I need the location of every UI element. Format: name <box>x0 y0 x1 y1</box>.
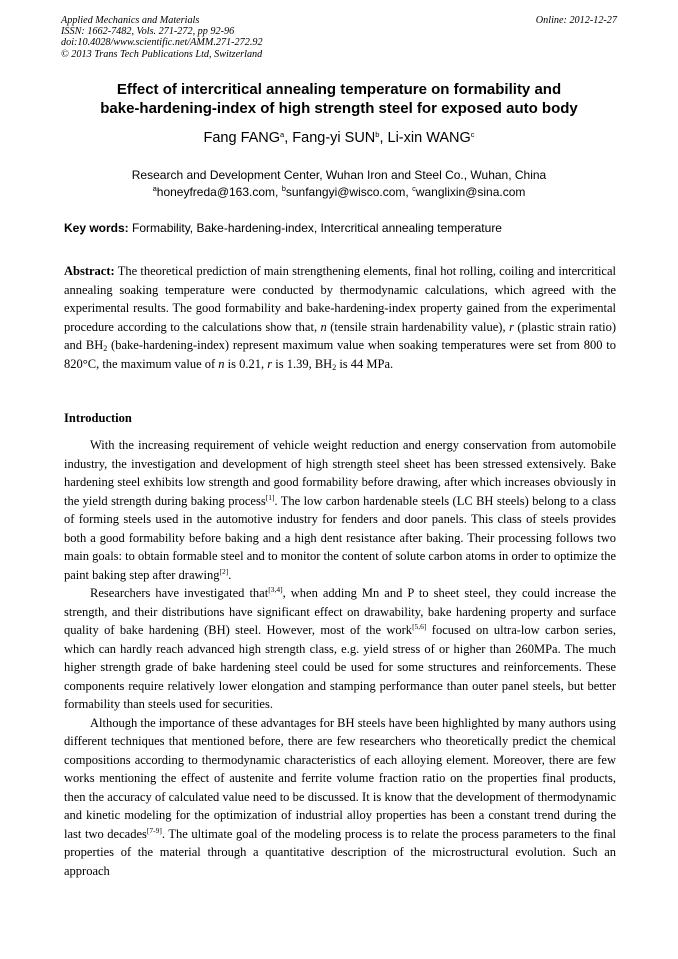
email-address: sunfangyi@wisco.com, <box>285 185 413 199</box>
paragraph <box>64 714 616 881</box>
running-header <box>61 15 617 60</box>
subscript: 2 <box>332 362 337 372</box>
author-affil-mark: c <box>470 130 475 139</box>
paragraph-text: . The low carbon hardenable steels (LC BH steels) belong to a class of forming steels used in the automotive industry for fenders and door panels. This class of steels provides both a good formability before baking and a high dent resistance after baking. Their processing follows two main goals: to obtain formable steel and to monitor the content of solute carbon atoms in order to optimize the paint baking step after drawing <box>64 493 616 582</box>
citation: [3,4] <box>268 585 283 594</box>
symbol-r: r <box>267 356 273 371</box>
introduction-body <box>64 436 616 880</box>
paragraph <box>64 436 616 584</box>
abstract-text: (tensile strain hardenability value), <box>326 319 510 334</box>
section-heading: Introduction <box>64 411 132 425</box>
paragraph-text: Researchers have investigated that <box>90 586 269 600</box>
paragraph-text: , when adding Mn and P to sheet steel, they could increase the strength, and their distributions have significant effect on drawability, bake hardening property and surface quality of bake hardening (BH) steel. However, most of the work <box>64 586 616 637</box>
online-date: Online: 2012-12-27 <box>535 15 617 26</box>
title-line-2: bake-hardening-index of high strength steel for exposed auto body <box>100 100 578 117</box>
symbol-n: n <box>218 356 225 371</box>
keywords-label: Key words: <box>64 221 129 235</box>
author-separator: , <box>379 130 388 146</box>
paper-title <box>40 80 638 118</box>
author-list <box>40 130 638 146</box>
abstract-text: is 0.21, <box>224 356 268 371</box>
keywords-text: Formability, Bake-hardening-index, Intercritical annealing temperature <box>128 221 502 235</box>
abstract-text: (bake-hardening-index) represent maximum value when soaking temperatures were set from 800 to 820°C, the maximum value of <box>64 338 616 371</box>
citation: [7-9] <box>146 825 162 835</box>
email-list <box>40 184 638 201</box>
issn-line: ISSN: 1662-7482, Vols. 271-272, pp 92-96 <box>61 26 235 38</box>
citation: [1] <box>265 492 275 502</box>
author-separator: , <box>284 130 293 146</box>
paragraph-text: With the increasing requirement of vehicle weight reduction and energy conservation from automobile industry, the investigation and development of high strength steel sheet has been stressed extensively. Bake hardening steel exhibits low strength and good formability before drawing, after which increases obviously in the yield strength during baking process <box>64 438 616 508</box>
paragraph-text: . The ultimate goal of the modeling process is to relate the process parameters to the final properties of the material through a quantitative description of the microstructural evolution. Such an approach <box>64 826 616 878</box>
title-line-1: Effect of intercritical annealing temperature on formability and <box>116 81 562 98</box>
journal-name: Applied Mechanics and Materials <box>61 15 200 26</box>
subscript: 2 <box>103 344 108 353</box>
keywords-line <box>64 221 616 235</box>
author-name: Li-xin WANG <box>387 130 471 146</box>
citation: [2] <box>219 566 229 576</box>
paragraph-text: . <box>228 567 232 582</box>
abstract-text: (plastic strain ratio) and BH <box>64 319 617 352</box>
email-address: honeyfreda@163.com, <box>156 185 282 199</box>
abstract-text: is 44 MPa. <box>336 356 394 371</box>
paragraph <box>64 584 616 714</box>
email-mark: b <box>281 184 286 193</box>
citation: [5,6] <box>412 622 427 631</box>
copyright-line: © 2013 Trans Tech Publications Ltd, Switzerland <box>61 48 263 60</box>
symbol-r: r <box>509 319 514 334</box>
author-name: Fang FANG <box>203 130 281 146</box>
affiliation-block <box>40 167 638 201</box>
doi-line: doi:10.4028/www.scientific.net/AMM.271-272.92 <box>61 37 263 49</box>
symbol-n: n <box>320 319 327 334</box>
email-address: wanglixin@sina.com <box>415 185 526 199</box>
paragraph-text: focused on ultra-low carbon series, which can hardly reach advanced high strength class, e.g. yield stress of or higher than 260MPa. The much higher strength grade of bake hardening steel could be used for some structures and reinforcements. These components require relatively lower elongation and stamping performance than outer panel steels, but better formability than steels used for securities. <box>64 623 616 711</box>
abstract-label: Abstract: <box>64 264 115 278</box>
abstract-text: is 1.39, BH <box>272 356 333 371</box>
abstract-paragraph <box>64 262 616 373</box>
author-affil-mark: b <box>375 130 380 139</box>
author-name: Fang-yi SUN <box>292 130 376 146</box>
abstract-text: The theoretical prediction of main strengthening elements, final hot rolling, coiling and intercritical annealing soaking temperature were conducted by thermodynamic calculations, which agreed with the experimental results. The good formability and bake-hardening-index property gained from the experimental procedure according to the calculations show that, <box>64 264 616 334</box>
paragraph-text: Although the importance of these advantages for BH steels have been highlighted by many authors using different techniques that mentioned before, there are few researchers who theoretically predict the chemical compositions according to thermodynamic characteristics of each alloying element. Moreover, there are few works mentioning the effect of austenite and ferrite volume fraction ratio on the properties final products, then the accuracy of calculated value need to be discussed. It is know that the development of thermodynamic and kinetic modeling for the optimization of industrial alloy properties has been a constant trend during the last two decades <box>64 715 616 841</box>
institution: Research and Development Center, Wuhan Iron and Steel Co., Wuhan, China <box>131 168 547 182</box>
email-mark: c <box>412 184 416 193</box>
email-mark: a <box>152 184 157 193</box>
author-affil-mark: a <box>280 130 285 139</box>
